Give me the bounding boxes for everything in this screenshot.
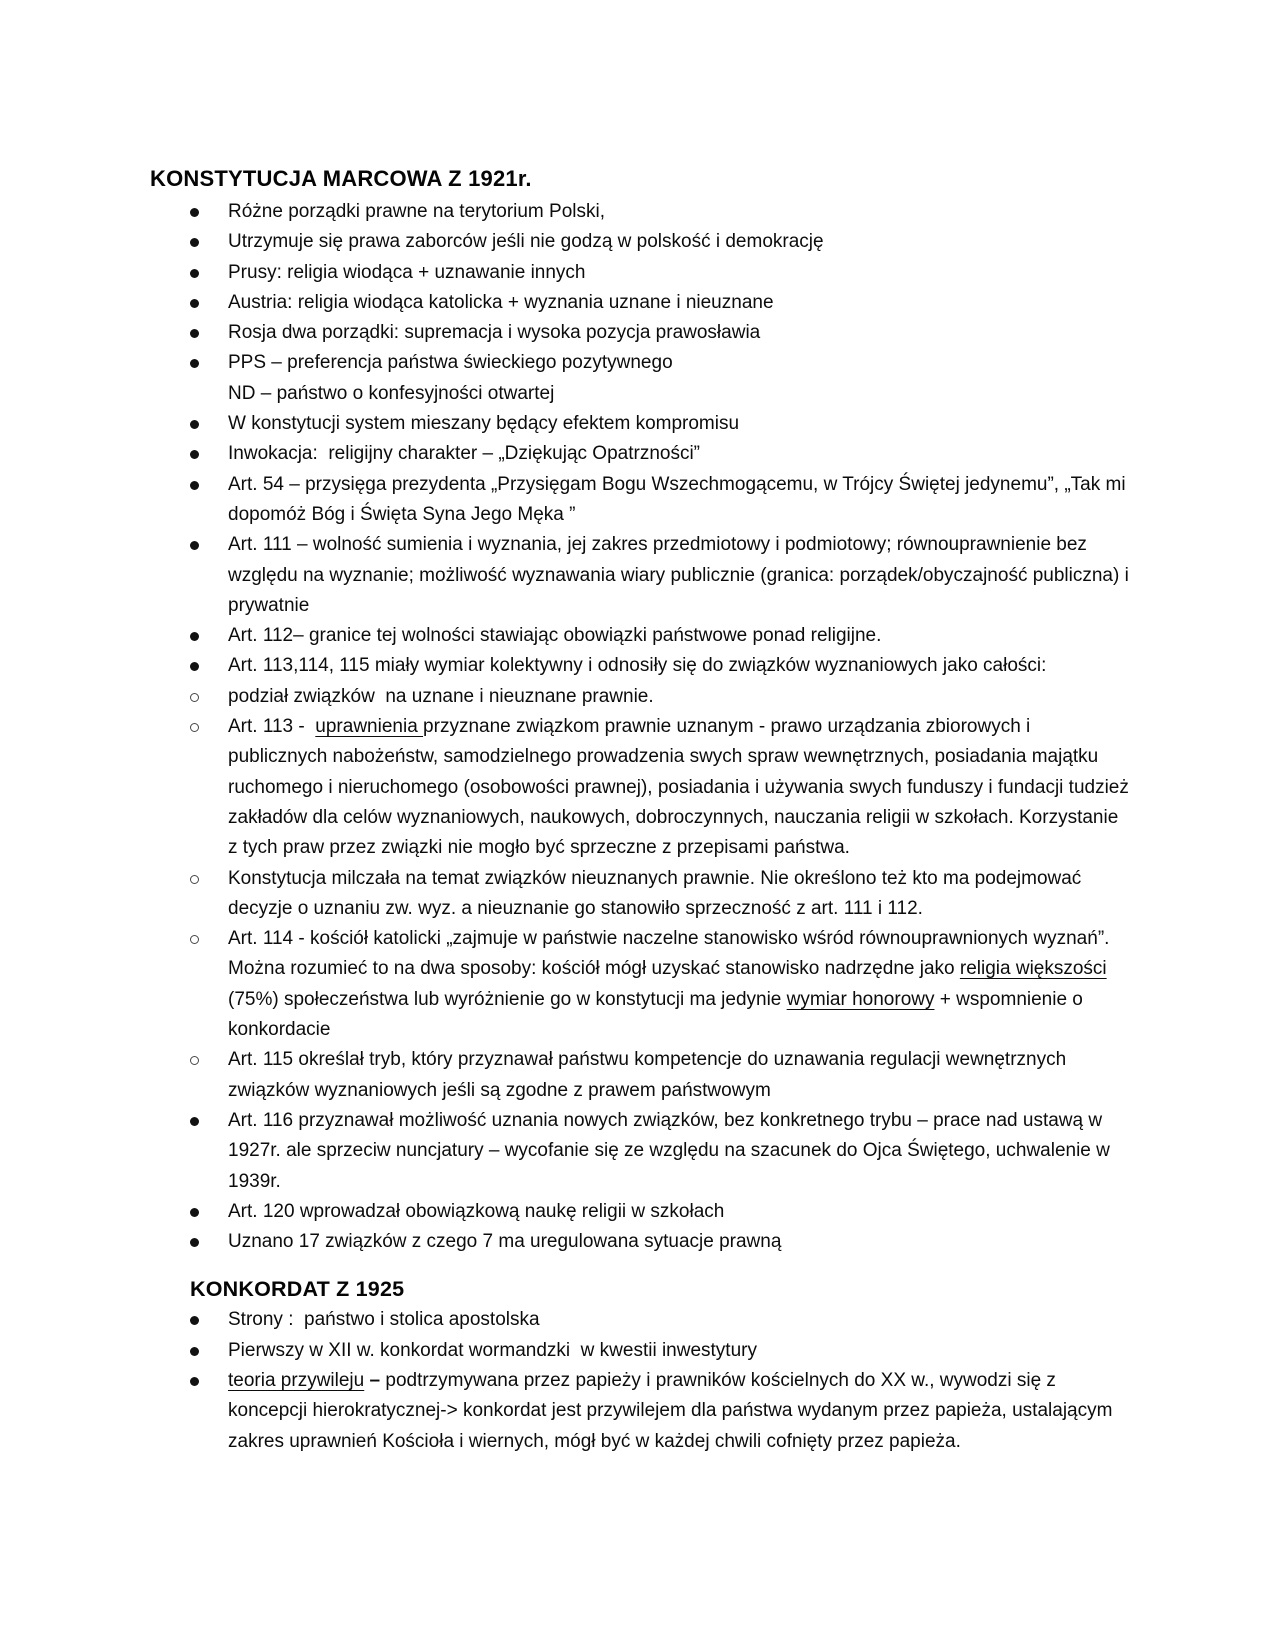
filled-bullet-icon: [190, 258, 228, 278]
text-segment: W konstytucji system mieszany będący efektem kompromisu: [228, 413, 740, 435]
list-item: [150, 197, 1130, 227]
list-item: [150, 651, 1130, 681]
list-item: [150, 621, 1130, 651]
filled-bullet-icon: [190, 1336, 228, 1356]
hollow-bullet-icon: [190, 712, 228, 732]
text-segment: Uznano 17 związków z czego 7 ma uregulowana sytuacje prawną: [228, 1231, 782, 1253]
hollow-bullet-icon: [190, 1045, 228, 1065]
list-item-text: [228, 1197, 1130, 1227]
section-list-konkordat: [150, 1305, 1130, 1456]
text-segment: przyznane związkom prawnie uznanym - prawo urządzania zbiorowych i publicznych nabożeństw, samodzielnego prowadzenia swych spraw wewnętrznych, posiadania majątku ruchomego i nieruchomego (osobowości prawnej), posiadania i używania swych funduszy i fundacji tudzież zakładów dla celów wyznaniowych, naukowych, dobroczynnych, nauczania religii w szkołach. Korzystanie z tych praw przez związki nie mogło być sprzeczne z przepisami państwa.: [228, 716, 1135, 859]
list-item-text: [228, 682, 1130, 712]
text-segment: Art. 114 - kościół katolicki „zajmuje w państwie naczelne stanowisko wśród równouprawnionych wyznań”. Można rozumieć to na dwa sposoby: kościół mógł uzyskać stanowisko nadrzędne jako: [228, 928, 1115, 980]
list-item: [150, 318, 1130, 348]
hollow-bullet-icon: [190, 924, 228, 944]
text-segment: podtrzymywana przez papieży i prawników kościelnych do XX w., wywodzi się z koncepcji hierokratycznej-> konkordat jest przywilejem dla państwa wydanym przez papieża, ustalającym zakres uprawnień Kościoła i wiernych, mógł być w każdej chwili cofnięty przez papieża.: [228, 1369, 1118, 1452]
filled-bullet-icon: [190, 470, 228, 490]
text-segment: Prusy: religia wiodąca + uznawanie innych: [228, 261, 586, 283]
list-item-text: [228, 864, 1130, 925]
filled-bullet-icon: [190, 530, 228, 550]
filled-bullet-icon: [190, 1227, 228, 1247]
text-segment: Inwokacja: religijny charakter – „Dziękując Opatrzności”: [228, 443, 701, 465]
hollow-bullet-icon: [190, 864, 228, 884]
text-segment: Art. 120 wprowadzał obowiązkową naukę religii w szkołach: [228, 1200, 725, 1222]
filled-bullet-icon: [190, 1106, 228, 1126]
list-item: [150, 1305, 1130, 1335]
section-list-konstytucja: [150, 197, 1135, 1257]
list-item: [150, 1045, 1130, 1106]
text-segment: teoria przywileju: [228, 1369, 365, 1391]
text-segment: wymiar honorowy: [786, 988, 935, 1010]
list-item-text: [228, 1227, 1130, 1257]
list-item-text: [228, 470, 1130, 531]
text-segment: Art. 112– granice tej wolności stawiając obowiązki państwowe ponad religijne.: [228, 625, 882, 647]
list-item-text: [228, 1045, 1130, 1106]
list-item-text: [228, 348, 1130, 409]
filled-bullet-icon: [190, 197, 228, 217]
text-segment: PPS – preferencja państwa świeckiego pozytywnego: [228, 352, 673, 374]
list-item-text: [228, 318, 1130, 348]
filled-bullet-icon: [190, 1305, 228, 1325]
section-heading-konkordat: KONKORDAT Z 1925: [190, 1277, 405, 1302]
list-item: [150, 530, 1135, 621]
text-segment: Art. 54 – przysięga prezydenta „Przysięgam Bogu Wszechmogącemu, w Trójcy Świętej jedynemu”, „Tak mi dopomóż Bóg i Święta Syna Jego Męka ”: [228, 473, 1131, 525]
list-item-text: [228, 439, 1130, 469]
list-item: [150, 409, 1130, 439]
list-item: [150, 682, 1130, 712]
hollow-bullet-icon: [190, 682, 228, 702]
list-item-text: [228, 530, 1135, 621]
text-segment: Różne porządki prawne na terytorium Polski,: [228, 201, 606, 222]
list-item: [150, 1227, 1130, 1257]
text-segment: Rosja dwa porządki: supremacja i wysoka pozycja prawosławia: [228, 322, 761, 344]
list-item-text: [228, 197, 1130, 227]
list-item-text: [228, 409, 1130, 439]
text-segment: Strony : państwo i stolica apostolska: [228, 1309, 540, 1331]
list-item: [150, 1197, 1130, 1227]
text-segment: Art. 111 – wolność sumienia i wyznania, jej zakres przedmiotowy i podmiotowy; równouprawnienie bez względu na wyznanie; możliwość wyznawania wiary publicznie (granica: porządek/obyczajność publiczna) i prywatnie: [228, 534, 1135, 616]
text-segment: –: [369, 1369, 381, 1391]
text-segment: Art. 113,114, 115 miały wymiar kolektywny i odnosiły się do związków wyznaniowych jako całości:: [228, 655, 1047, 677]
text-segment: religia większości: [959, 958, 1107, 980]
filled-bullet-icon: [190, 288, 228, 308]
filled-bullet-icon: [190, 1197, 228, 1217]
filled-bullet-icon: [190, 318, 228, 338]
filled-bullet-icon: [190, 409, 228, 429]
list-item-text: [228, 924, 1130, 1045]
list-item-text: [228, 227, 1130, 257]
text-segment: Konstytucja milczała na temat związków nieuznanych prawnie. Nie określono też kto ma podejmować decyzje o uznaniu zw. wyz. a nieuznanie go stanowiło sprzeczność z art. 111 i 112.: [228, 867, 1087, 919]
list-item: [150, 1336, 1130, 1366]
text-segment: + wspomnienie o konkordacie: [228, 988, 1089, 1041]
list-item: [150, 470, 1130, 531]
section-heading-konstytucja-marcowa: KONSTYTUCJA MARCOWA Z 1921r.: [150, 166, 532, 191]
text-segment: Utrzymuje się prawa zaborców jeśli nie godzą w polskość i demokrację: [228, 231, 824, 253]
list-item: [150, 288, 1130, 318]
list-item-text: [228, 1336, 1130, 1366]
filled-bullet-icon: [190, 621, 228, 641]
list-item: [150, 864, 1130, 925]
list-item: [150, 1106, 1130, 1197]
filled-bullet-icon: [190, 348, 228, 368]
text-segment: ND – państwo o konfesyjności otwartej: [228, 382, 555, 404]
text-segment: Austria: religia wiodąca katolicka + wyznania uznane i nieuznane: [228, 291, 774, 313]
list-item: [150, 1366, 1130, 1457]
list-item: [150, 348, 1130, 409]
text-segment: Art. 116 przyznawał możliwość uznania nowych związków, bez konkretnego trybu – prace nad ustawą w 1927r. ale sprzeciw nuncjatury – wycofanie się ze względu na szacunek do Ojca Świętego, uchwalenie w 1939r.: [228, 1109, 1116, 1192]
filled-bullet-icon: [190, 439, 228, 459]
text-segment: Art. 113 -: [228, 716, 316, 738]
list-item-text: [228, 712, 1135, 863]
list-item: [150, 227, 1130, 257]
text-segment: Art. 115 określał tryb, który przyznawał państwu kompetencje do uznawania regulacji wewnętrznych związków wyznaniowych jeśli są zgodne z prawem państwowym: [228, 1049, 1072, 1101]
list-item-text: [228, 258, 1130, 288]
text-segment: uprawnienia: [315, 716, 424, 738]
list-item-text: [228, 621, 1130, 651]
text-segment: Pierwszy w XII w. konkordat wormandzki w kwestii inwestytury: [228, 1339, 757, 1361]
list-item: [150, 924, 1130, 1045]
list-item-text: [228, 1366, 1130, 1457]
list-item: [150, 712, 1135, 863]
list-item-text: [228, 1305, 1130, 1335]
filled-bullet-icon: [190, 651, 228, 671]
list-item: [150, 439, 1130, 469]
filled-bullet-icon: [190, 227, 228, 247]
text-segment: (75%) społeczeństwa lub wyróżnienie go w konstytucji ma jedynie: [228, 958, 1112, 1010]
list-item: [150, 258, 1130, 288]
list-item-text: [228, 288, 1130, 318]
filled-bullet-icon: [190, 1366, 228, 1386]
text-segment: podział związków na uznane i nieuznane prawnie.: [228, 685, 654, 707]
list-item-text: [228, 1106, 1130, 1197]
list-item-text: [228, 651, 1130, 681]
